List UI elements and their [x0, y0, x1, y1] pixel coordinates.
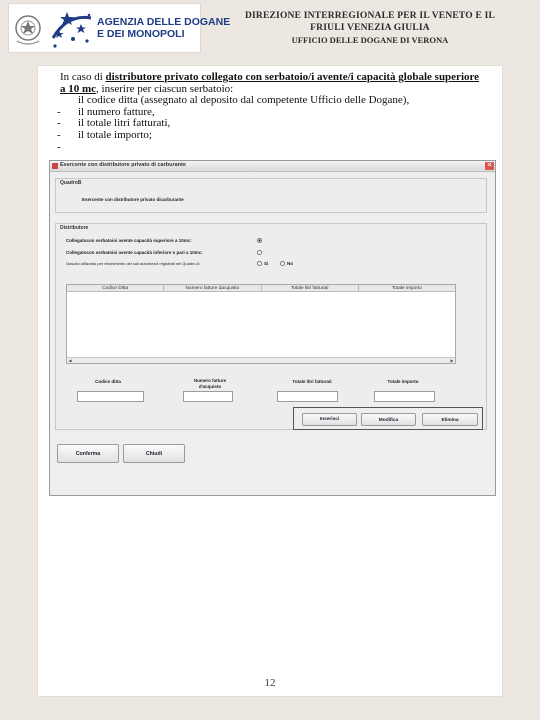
intro-underlined: distributore privato collegato con serbatoio/i avente/i capacità globale superiore a 10 mc	[60, 71, 480, 95]
col-numero-fatture[interactable]: Numero fatture dacquisto	[164, 285, 261, 291]
logo-line2: E DEI MONOPOLI	[97, 28, 185, 40]
quadro-b-group	[55, 178, 487, 213]
distributore-label: Distributore	[60, 225, 89, 231]
logo-line1: AGENZIA DELLE DOGANE	[97, 16, 231, 28]
instructions-text	[57, 71, 480, 153]
no-radio[interactable]	[280, 261, 285, 266]
totale-importo-label: Totale importo	[387, 379, 419, 384]
elimina-button[interactable]: Elimina	[422, 413, 478, 426]
header-line1: DIREZIONE INTERREGIONALE PER IL VENETO E IL	[244, 11, 496, 21]
logo-wordmark	[97, 16, 231, 40]
option-gasolio-label: Gasolio utilizzato per rifornimento dei soli automezzi registrati nel Quadro A:	[66, 261, 201, 266]
col-totale-litri[interactable]: Totale litri fatturati	[262, 285, 359, 291]
option-under-10mc-label: Collegatocon serbatoioi avente capacità inferiore o pari a 10mc:	[66, 250, 203, 255]
codice-ditta-label: Codice ditta	[95, 379, 121, 384]
page-number: 12	[264, 677, 276, 689]
modifica-button[interactable]: Modifica	[361, 413, 416, 426]
serbatoi-table[interactable]	[66, 284, 456, 364]
intro-text-b: , inserire per ciascun serbatoio:	[96, 82, 234, 95]
app-icon	[52, 163, 58, 169]
trailing-dash: -	[57, 140, 61, 153]
option-over-10mc-radio[interactable]	[257, 238, 262, 243]
close-button[interactable]: ✕	[486, 162, 493, 169]
italian-republic-emblem-icon	[13, 11, 43, 47]
option-over-10mc-label: Collegatocon serbatoioi avente capacità superiore a 10mc:	[66, 238, 192, 243]
stars-logo-icon	[47, 8, 95, 50]
list-item: - il numero fatture,	[60, 107, 480, 119]
header-line2: FRIULI VENEZIA GIULIA	[310, 23, 430, 33]
document-page	[37, 65, 503, 697]
si-radio[interactable]	[257, 261, 262, 266]
window-titlebar	[50, 161, 495, 172]
window-title: Esercente con distributore privato di carburante	[60, 162, 186, 168]
fields-list	[60, 95, 480, 141]
horizontal-scrollbar[interactable]	[67, 357, 455, 363]
inserisci-button[interactable]: Inserisci	[302, 413, 357, 426]
numero-fatture-input[interactable]	[183, 391, 233, 402]
list-item: il codice ditta (assegnato al deposito dal competente Ufficio delle Dogane),	[78, 94, 410, 107]
col-codice-ditta[interactable]: Codice Ditta	[67, 285, 164, 291]
list-item: - il totale importo;	[60, 130, 480, 142]
totale-litri-input[interactable]	[277, 391, 338, 402]
si-label: Si	[264, 261, 269, 266]
header-line3: UFFICIO DELLE DOGANE DI VERONA	[291, 35, 449, 45]
office-header	[205, 10, 535, 46]
chiudi-button[interactable]: Chiudi	[123, 444, 185, 463]
agency-logo	[8, 3, 231, 53]
quadro-b-text: Esercente con distributore privato dicarburante	[82, 197, 184, 202]
option-under-10mc-radio[interactable]	[257, 250, 262, 255]
no-label: No	[287, 261, 293, 266]
application-window	[49, 160, 496, 496]
intro-text-a: In caso di	[60, 71, 106, 83]
col-totale-importo[interactable]: Totale importo	[391, 286, 422, 291]
scroll-right-icon[interactable]: ▶	[450, 358, 454, 363]
totale-litri-label: Totale litri fatturati	[292, 379, 332, 384]
action-buttons-panel	[293, 407, 483, 430]
list-item: - il totale litri fatturati,	[60, 118, 480, 130]
conferma-button[interactable]: Conferma	[57, 444, 119, 463]
totale-importo-input[interactable]	[374, 391, 435, 402]
codice-ditta-input[interactable]	[77, 391, 144, 402]
scroll-left-icon[interactable]: ◀	[68, 358, 72, 363]
table-header	[67, 285, 455, 292]
numero-fatture-label: Numero fatture d'acquisto	[193, 378, 227, 389]
quadro-b-label: QuadroB	[60, 180, 82, 186]
